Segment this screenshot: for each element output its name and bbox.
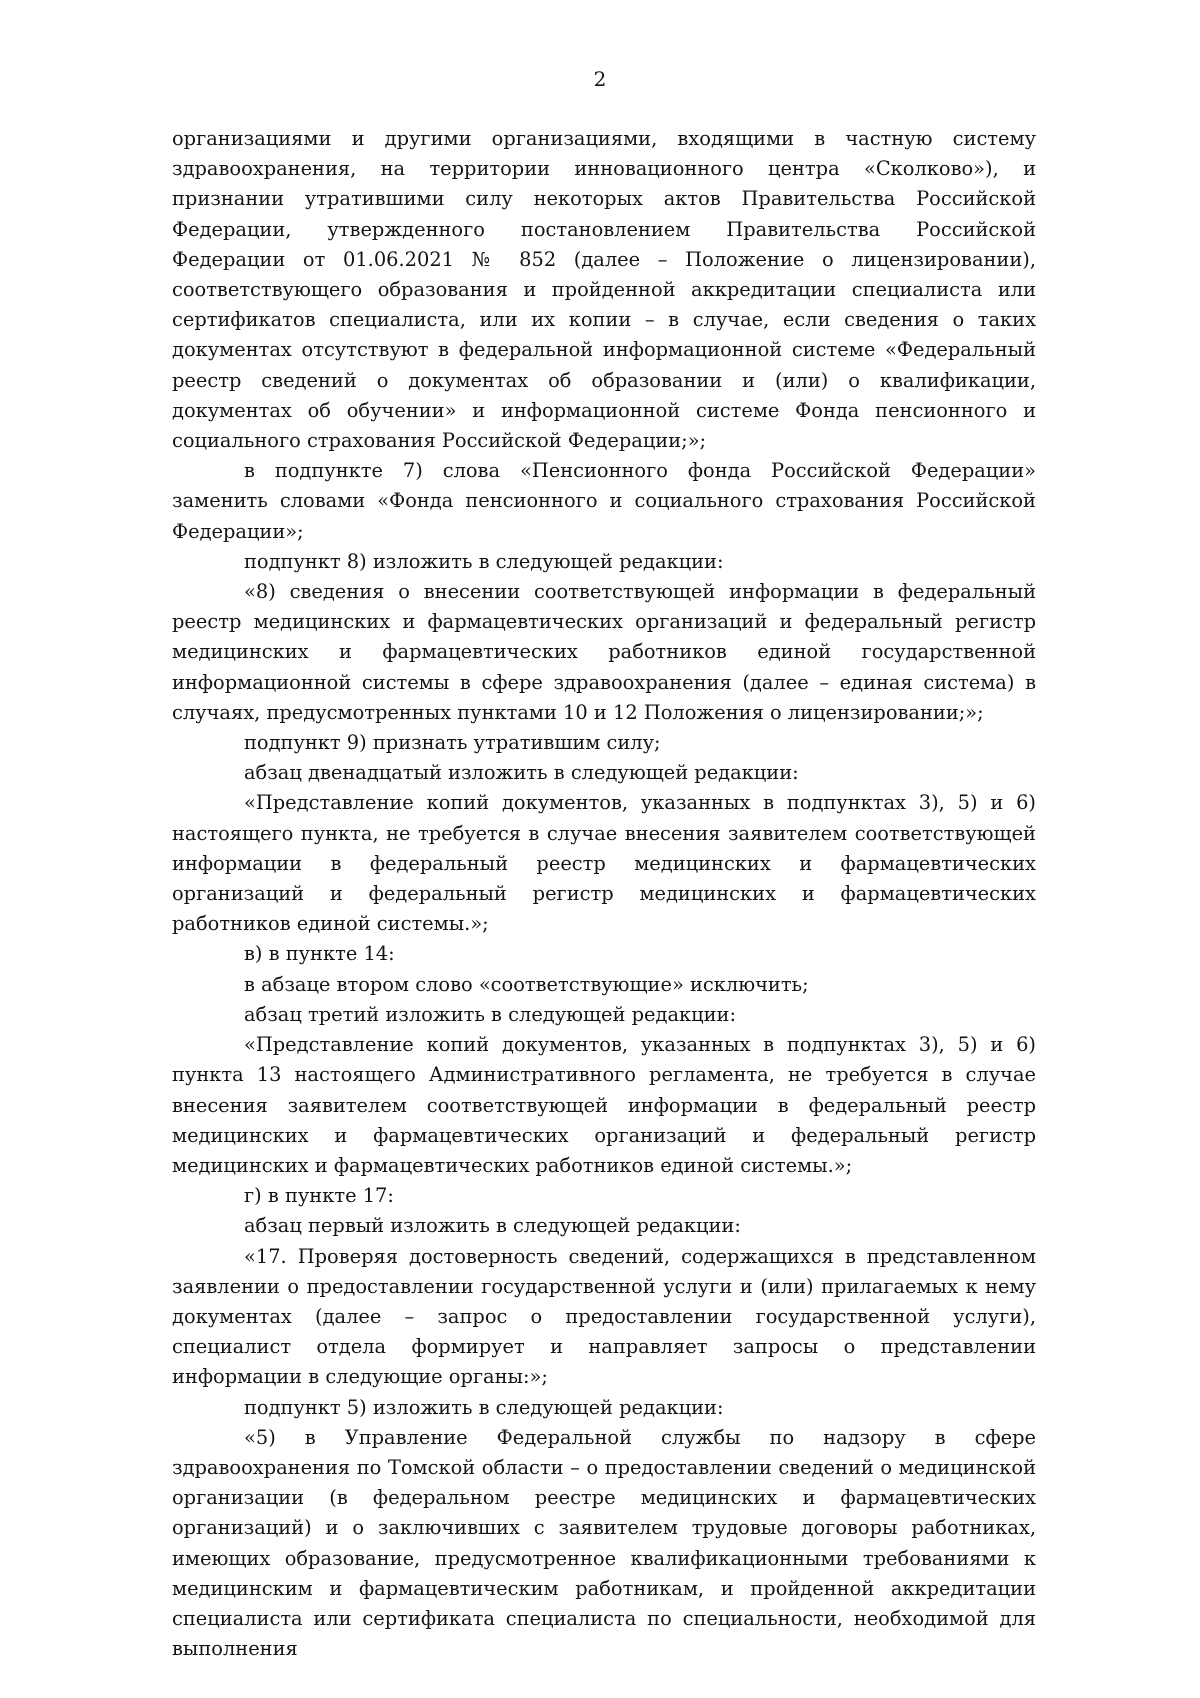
paragraph: «Представление копий документов, указанных в подпунктах 3), 5) и 6) пункта 13 настоящего Административного регламента, не требуется в случае внесения заявителем соответствующей информации в федеральный реестр медицинских и фармацевтических организаций и федеральный регистр медицинских и фармацевтических работников единой системы.»; (172, 1033, 1036, 1177)
paragraph-continued: организациями и другими организациями, входящими в частную систему здравоохранения, на территории инновационного центра «Сколково»), и признании утратившими силу некоторых актов Правительства Российской Федерации, утвержденного постановлением Правительства Российской Федерации от 01.06.2021 № 852 (далее – Положение о лицензировании), соответствующего образования и пройденной аккредитации специалиста или сертификатов специалиста, или их копии – в случае, если сведения о таких документах отсутствуют в федеральной информационной системе «Федеральный реестр сведений о документах об образовании и (или) о квалификации, документах об обучении» и информационной системе Фонда пенсионного и социального страхования Российской Федерации;»; (172, 127, 1036, 453)
page-number: 2 (593, 67, 607, 91)
paragraph: абзац двенадцатый изложить в следующей редакции: (244, 761, 799, 785)
paragraph: подпункт 9) признать утратившим силу; (244, 731, 661, 755)
document-body (172, 124, 1036, 1664)
paragraph: «5) в Управление Федеральной службы по надзору в сфере здравоохранения по Томской области – о предоставлении сведений о медицинской организации (в федеральном реестре медицинских и фармацевтических организаций) и о заключивших с заявителем трудовые договоры работниках, имеющих образование, предусмотренное квалификационными требованиями к медицинским и фармацевтическим работникам, и пройденной аккредитации специалиста или сертификата специалиста по специальности, необходимой для выполнения (172, 1425, 1036, 1661)
paragraph: «8) сведения о внесении соответствующей информации в федеральный реестр медицинских и фармацевтических организаций и федеральный регистр медицинских и фармацевтических работников единой государственной информационной системы в сфере здравоохранения (далее – единая система) в случаях, предусмотренных пунктами 10 и 12 Положения о лицензировании;»; (172, 580, 1036, 724)
paragraph: в подпункте 7) слова «Пенсионного фонда Российской Федерации» заменить словами «Фонда пенсионного и социального страхования Российской Федерации»; (172, 459, 1036, 543)
paragraph: в) в пункте 14: (244, 942, 395, 966)
paragraph: «Представление копий документов, указанных в подпунктах 3), 5) и 6) настоящего пункта, не требуется в случае внесения заявителем соответствующей информации в федеральный реестр медицинских и фармацевтических организаций и федеральный регистр медицинских и фармацевтических работников единой системы.»; (172, 791, 1036, 936)
paragraph: подпункт 5) изложить в следующей редакции: (244, 1395, 724, 1419)
paragraph: абзац первый изложить в следующей редакции: (244, 1214, 741, 1238)
paragraph: г) в пункте 17: (244, 1184, 394, 1208)
paragraph: абзац третий изложить в следующей редакции: (244, 1002, 736, 1026)
paragraph: в абзаце втором слово «соответствующие» исключить; (244, 972, 809, 996)
paragraph: «17. Проверяя достоверность сведений, содержащихся в представленном заявлении о предоставлении государственной услуги и (или) прилагаемых к нему документах (далее – запрос о предоставлении государственной услуги), специалист отдела формирует и направляет запросы о представлении информации в следующие органы:»; (172, 1244, 1036, 1389)
paragraph: подпункт 8) изложить в следующей редакции: (244, 549, 724, 573)
